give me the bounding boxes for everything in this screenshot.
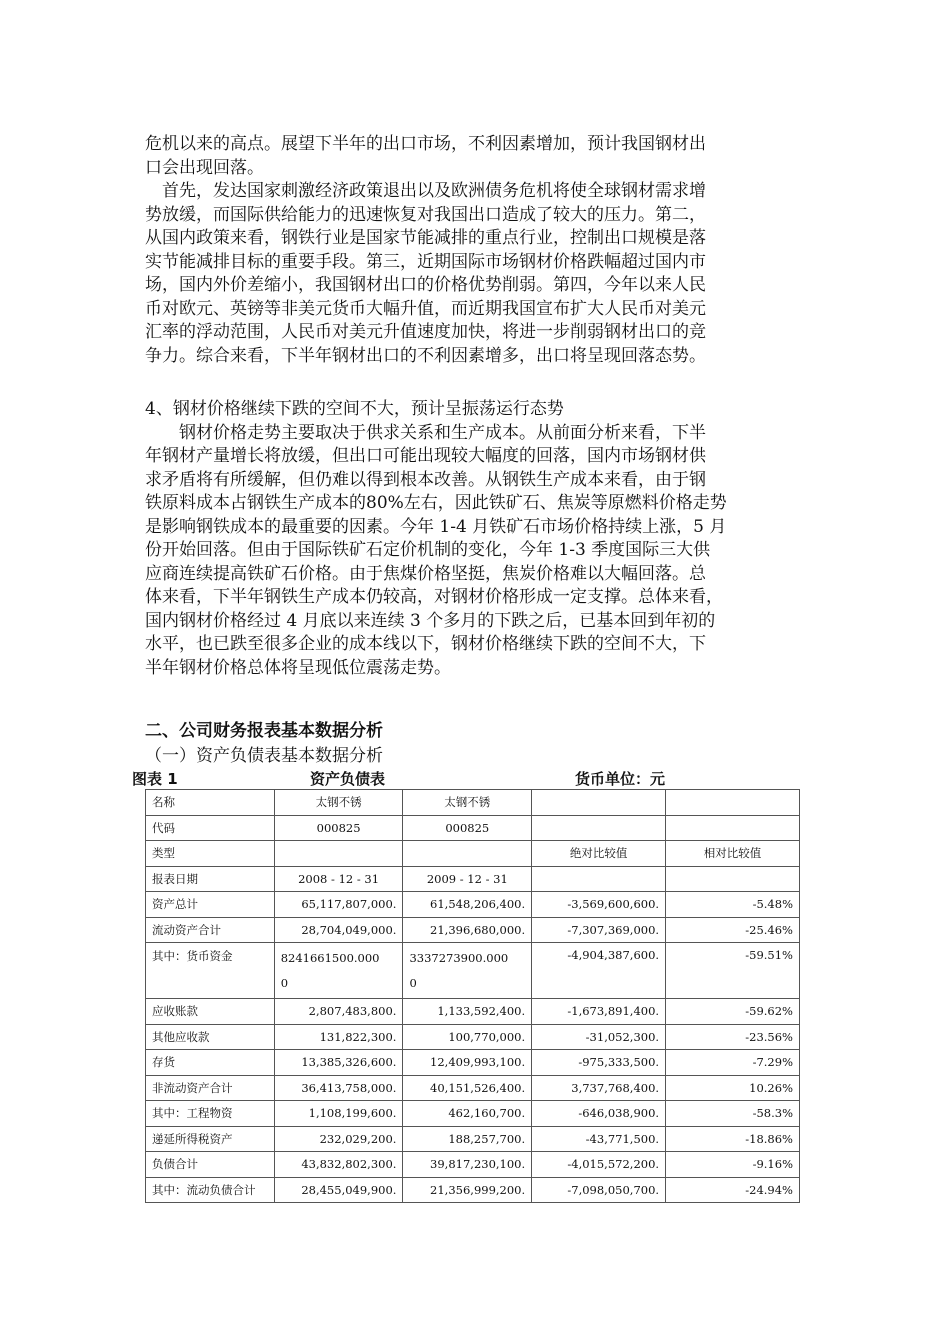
- row-label-cell: 负债合计: [146, 1152, 275, 1178]
- balance-sheet-table: [145, 789, 800, 1203]
- value-2008-cell: 太钢不锈: [274, 790, 403, 816]
- row-label-cell: 类型: [146, 841, 275, 867]
- row-label-cell: 代码: [146, 815, 275, 841]
- value-2009-cell: 188,257,700.: [403, 1126, 532, 1152]
- absolute-diff-cell: -43,771,500.: [532, 1126, 666, 1152]
- value-2008-cell: 43,832,802,300.: [274, 1152, 403, 1178]
- figure-label: 图表 1: [132, 770, 178, 788]
- text-line: 从国内政策来看，钢铁行业是国家节能减排的重点行业，控制出口规模是落: [145, 228, 706, 248]
- text-line: 钢材价格走势主要取决于供求关系和生产成本。从前面分析来看，下半: [145, 422, 706, 443]
- text-line: 币对欧元、英镑等非美元货币大幅升值，而近期我国宣布扩大人民币对美元: [145, 298, 706, 319]
- value-2009-cell: 39,817,230,100.: [403, 1152, 532, 1178]
- table-row: [146, 1024, 800, 1050]
- text-line: 汇率的浮动范围，人民币对美元升值速度加快，将进一步削弱钢材出口的竞: [145, 322, 706, 342]
- absolute-diff-cell: [532, 790, 666, 816]
- row-label-cell: 报表日期: [146, 866, 275, 892]
- text-line: 实节能减排目标的重要手段。第三，近期国际市场钢材价格跌幅超过国内市: [145, 251, 706, 272]
- relative-diff-cell: -58.3%: [666, 1101, 800, 1127]
- text-line: 口会出现回落。: [145, 157, 264, 178]
- table-row: [146, 815, 800, 841]
- text-line: 危机以来的高点。展望下半年的出口市场，不利因素增加，预计我国钢材出: [145, 134, 706, 154]
- relative-diff-cell: -18.86%: [666, 1126, 800, 1152]
- text-line: 体来看，下半年钢铁生产成本仍较高，对钢材价格形成一定支撑。总体来看，: [145, 587, 723, 607]
- absolute-diff-cell: -7,098,050,700.: [532, 1177, 666, 1203]
- row-label-cell: 名称: [146, 790, 275, 816]
- currency-unit: 货币单位：元: [575, 770, 666, 788]
- row-label-cell: 其中：工程物资: [146, 1101, 275, 1127]
- cell-text: 3337273900.000: [409, 950, 509, 965]
- relative-diff-cell: [666, 866, 800, 892]
- cell-text-wrap: 0: [280, 975, 289, 990]
- value-2009-cell: 太钢不锈: [403, 790, 532, 816]
- relative-diff-cell: -23.56%: [666, 1024, 800, 1050]
- value-2008-cell: [274, 943, 403, 999]
- section-title: 二、公司财务报表基本数据分析: [145, 721, 383, 741]
- text-line: 势放缓，而国际供给能力的迅速恢复对我国出口造成了较大的压力。第二，: [145, 204, 706, 225]
- relative-diff-cell: [666, 815, 800, 841]
- absolute-diff-cell: -646,038,900.: [532, 1101, 666, 1127]
- table-row: [146, 943, 800, 999]
- row-label-cell: 非流动资产合计: [146, 1075, 275, 1101]
- value-2008-cell: 28,455,049,900.: [274, 1177, 403, 1203]
- value-2008-cell: 000825: [274, 815, 403, 841]
- table-row: [146, 1152, 800, 1178]
- value-2008-cell: 2,807,483,800.: [274, 999, 403, 1025]
- absolute-diff-cell: 3,737,768,400.: [532, 1075, 666, 1101]
- value-2008-cell: 131,822,300.: [274, 1024, 403, 1050]
- cell-text-wrap: 0: [409, 975, 417, 990]
- relative-diff-cell: -25.46%: [666, 917, 800, 943]
- value-2008-cell: 13,385,326,600.: [274, 1050, 403, 1076]
- relative-diff-cell: -9.16%: [666, 1152, 800, 1178]
- table-row: [146, 999, 800, 1025]
- table-row: [146, 841, 800, 867]
- value-2009-cell: 100,770,000.: [403, 1024, 532, 1050]
- relative-diff-cell: -59.51%: [666, 943, 800, 999]
- absolute-diff-cell: -7,307,369,000.: [532, 917, 666, 943]
- text-line: 国内钢材价格经过 4 月底以来连续 3 个多月的下跌之后，已基本回到年初的: [145, 610, 716, 631]
- absolute-diff-cell: -3,569,600,600.: [532, 892, 666, 918]
- value-2009-cell: 21,356,999,200.: [403, 1177, 532, 1203]
- table-row: [146, 1101, 800, 1127]
- relative-diff-cell: -59.62%: [666, 999, 800, 1025]
- relative-diff-cell: -7.29%: [666, 1050, 800, 1076]
- value-2008-cell: 36,413,758,000.: [274, 1075, 403, 1101]
- row-label-cell: 其他应收款: [146, 1024, 275, 1050]
- table-row: [146, 1075, 800, 1101]
- text-line: 半年钢材价格总体将呈现低位震荡走势。: [145, 657, 451, 678]
- value-2008-cell: 65,117,807,000.: [274, 892, 403, 918]
- figure-title: 资产负债表: [310, 770, 386, 788]
- text-line: 份开始回落。但由于国际铁矿石定价机制的变化，今年 1-3 季度国际三大供: [145, 540, 711, 560]
- text-line: 争力。综合来看，下半年钢材出口的不利因素增多，出口将呈现回落态势。: [145, 345, 706, 366]
- table-row: [146, 866, 800, 892]
- absolute-diff-cell: -4,015,572,200.: [532, 1152, 666, 1178]
- paragraph-steel-price: [145, 398, 785, 680]
- value-2009-cell: 000825: [403, 815, 532, 841]
- row-label-cell: 递延所得税资产: [146, 1126, 275, 1152]
- relative-diff-cell: -24.94%: [666, 1177, 800, 1203]
- text-line: 场，国内外价差缩小，我国钢材出口的价格优势削弱。第四，今年以来人民: [145, 275, 706, 295]
- row-label-cell: 存货: [146, 1050, 275, 1076]
- text-line: 铁原料成本占钢铁生产成本的80%左右，因此铁矿石、焦炭等原燃料价格走势: [145, 493, 727, 513]
- text-line: 4、钢材价格继续下跌的空间不大，预计呈振荡运行态势: [145, 399, 564, 419]
- value-2009-cell: 61,548,206,400.: [403, 892, 532, 918]
- text-line: 是影响钢铁成本的最重要的因素。今年 1-4 月铁矿石市场价格持续上涨，5 月: [145, 516, 727, 537]
- text-line: 首先，发达国家刺激经济政策退出以及欧洲债务危机将使全球钢材需求增: [145, 181, 706, 201]
- value-2008-cell: 2008 - 12 - 31: [274, 866, 403, 892]
- table-row: [146, 790, 800, 816]
- value-2009-cell: [403, 943, 532, 999]
- text-line: 应商连续提高铁矿石价格。由于焦煤价格坚挺，焦炭价格难以大幅回落。总: [145, 563, 706, 584]
- paragraph-export-outlook: [145, 133, 785, 180]
- table-row: [146, 1126, 800, 1152]
- value-2009-cell: 462,160,700.: [403, 1101, 532, 1127]
- absolute-diff-cell: -1,673,891,400.: [532, 999, 666, 1025]
- relative-diff-cell: -5.48%: [666, 892, 800, 918]
- value-2009-cell: 2009 - 12 - 31: [403, 866, 532, 892]
- row-label-cell: 其中：货币资金: [146, 943, 275, 999]
- absolute-diff-cell: -975,333,500.: [532, 1050, 666, 1076]
- absolute-diff-cell: [532, 866, 666, 892]
- absolute-diff-cell: [532, 815, 666, 841]
- value-2009-cell: [403, 841, 532, 867]
- value-2008-cell: 28,704,049,000.: [274, 917, 403, 943]
- relative-diff-cell: 相对比较值: [666, 841, 800, 867]
- relative-diff-cell: [666, 790, 800, 816]
- paragraph-export-factors: [145, 180, 785, 368]
- value-2008-cell: 1,108,199,600.: [274, 1101, 403, 1127]
- row-label-cell: 流动资产合计: [146, 917, 275, 943]
- section-subtitle: （一）资产负债表基本数据分析: [145, 746, 383, 766]
- text-line: 水平，也已跌至很多企业的成本线以下，钢材价格继续下跌的空间不大，下: [145, 634, 706, 654]
- value-2009-cell: 1,133,592,400.: [403, 999, 532, 1025]
- value-2009-cell: 21,396,680,000.: [403, 917, 532, 943]
- table-row: [146, 1050, 800, 1076]
- cell-text: 8241661500.000: [280, 950, 380, 965]
- text-line: 年钢材产量增长将放缓，但出口可能出现较大幅度的回落，国内市场钢材供: [145, 446, 706, 466]
- relative-diff-cell: 10.26%: [666, 1075, 800, 1101]
- value-2008-cell: [274, 841, 403, 867]
- table-row: [146, 1177, 800, 1203]
- row-label-cell: 应收账款: [146, 999, 275, 1025]
- absolute-diff-cell: 绝对比较值: [532, 841, 666, 867]
- value-2009-cell: 40,151,526,400.: [403, 1075, 532, 1101]
- row-label-cell: 其中：流动负债合计: [146, 1177, 275, 1203]
- row-label-cell: 资产总计: [146, 892, 275, 918]
- table-row: [146, 892, 800, 918]
- value-2008-cell: 232,029,200.: [274, 1126, 403, 1152]
- absolute-diff-cell: -4,904,387,600.: [532, 943, 666, 999]
- table-row: [146, 917, 800, 943]
- absolute-diff-cell: -31,052,300.: [532, 1024, 666, 1050]
- text-line: 求矛盾将有所缓解，但仍难以得到根本改善。从钢铁生产成本来看，由于钢: [145, 469, 706, 490]
- value-2009-cell: 12,409,993,100.: [403, 1050, 532, 1076]
